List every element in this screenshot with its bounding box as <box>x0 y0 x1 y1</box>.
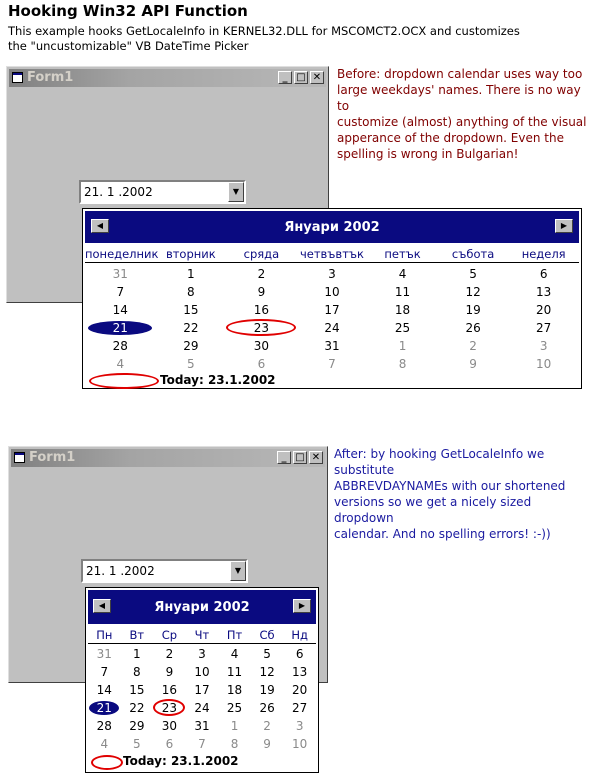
calendar-week-row <box>85 337 579 355</box>
calendar-day-number: 4 <box>116 357 125 371</box>
calendar-day-cell[interactable] <box>88 735 121 753</box>
calendar-day-cell[interactable] <box>251 663 284 681</box>
calendar-day-cell[interactable] <box>283 645 316 663</box>
weekday-label: понеделник <box>85 247 159 261</box>
calendar-day-cell[interactable] <box>297 355 368 373</box>
calendar-day-cell[interactable] <box>508 283 579 301</box>
calendar-day-number: 6 <box>257 357 266 371</box>
before-note-line: large weekdays' names. There is no way to <box>337 83 581 113</box>
calendar-day-number: 6 <box>539 267 548 281</box>
calendar-day-number: 24 <box>194 701 210 715</box>
calendar-day-number: 15 <box>183 303 199 317</box>
weekday-label: Нд <box>291 628 308 642</box>
calendar-day-number: 14 <box>96 683 112 697</box>
calendar-day-number: 23 <box>161 701 178 715</box>
after-date-picker[interactable] <box>81 559 248 583</box>
calendar-week-row <box>88 681 316 699</box>
before-day-grid <box>85 265 579 373</box>
calendar-day-number: 7 <box>198 737 206 751</box>
calendar-week-row <box>88 645 316 663</box>
calendar-day-cell[interactable] <box>251 717 284 735</box>
calendar-day-cell[interactable] <box>88 717 121 735</box>
calendar-day-cell[interactable] <box>226 355 297 373</box>
calendar-day-cell[interactable] <box>251 735 284 753</box>
calendar-day-number: 25 <box>226 701 243 715</box>
calendar-day-cell[interactable] <box>508 301 579 319</box>
after-note-line: ABBREVDAYNAMEs with our shortened <box>334 479 566 493</box>
before-note-line: apperance of the dropdown. Even the <box>337 131 564 145</box>
calendar-week-row <box>88 717 316 735</box>
arrow-left-icon: ◀ <box>96 221 104 230</box>
calendar-day-cell[interactable] <box>226 283 297 301</box>
calendar-day-cell[interactable] <box>153 699 186 717</box>
calendar-day-number: 4 <box>230 647 239 661</box>
calendar-day-cell[interactable] <box>85 283 156 301</box>
arrow-left-icon: ◀ <box>98 601 106 610</box>
calendar-day-number: 3 <box>198 647 206 661</box>
calendar-day-number: 9 <box>165 665 174 679</box>
calendar-day-number: 3 <box>328 267 336 281</box>
calendar-day-number: 12 <box>259 665 275 679</box>
calendar-day-number: 21 <box>88 321 152 335</box>
after-today-marker-icon <box>91 755 123 770</box>
next-month-button[interactable] <box>293 599 311 613</box>
before-month-header <box>85 211 579 243</box>
calendar-day-cell[interactable] <box>121 681 154 699</box>
calendar-day-number: 1 <box>187 267 195 281</box>
calendar-day-number: 29 <box>183 339 199 353</box>
calendar-day-number: 3 <box>295 719 304 733</box>
calendar-day-number: 2 <box>257 267 266 281</box>
intro-text <box>8 24 548 54</box>
calendar-day-cell[interactable] <box>153 645 186 663</box>
after-note-line: After: by hooking GetLocaleInfo we substitute <box>334 447 545 477</box>
after-month-header <box>88 590 316 624</box>
calendar-day-cell[interactable] <box>438 355 509 373</box>
calendar-day-cell[interactable] <box>438 265 509 283</box>
close-button[interactable]: ✕ <box>309 451 323 464</box>
weekday-label: вторник <box>165 247 216 261</box>
calendar-day-number: 5 <box>187 357 195 371</box>
today-circle-icon <box>226 319 296 336</box>
after-day-grid <box>88 645 316 753</box>
weekday-label: Ср <box>161 628 178 642</box>
calendar-day-cell[interactable] <box>297 301 368 319</box>
calendar-day-number: 31 <box>194 719 210 733</box>
calendar-day-cell[interactable] <box>88 699 121 717</box>
calendar-day-number: 31 <box>112 267 128 281</box>
calendar-day-number: 10 <box>536 357 552 371</box>
calendar-day-number: 8 <box>230 737 239 751</box>
intro-line-1: This example hooks GetLocaleInfo in KERNEL32.DLL for MSCOMCT2.OCX and customizes <box>8 24 520 38</box>
calendar-day-cell[interactable] <box>226 337 297 355</box>
calendar-day-number: 13 <box>536 285 552 299</box>
calendar-day-cell[interactable] <box>283 681 316 699</box>
weekday-label: сряда <box>243 247 280 261</box>
before-dropdown-button[interactable] <box>228 182 244 202</box>
calendar-day-number: 2 <box>469 339 477 353</box>
calendar-day-number: 9 <box>469 357 477 371</box>
calendar-day-cell[interactable] <box>186 717 219 735</box>
after-note-line: versions so we get a nicely sized dropdown <box>334 495 532 525</box>
calendar-day-cell[interactable] <box>218 645 251 663</box>
calendar-day-cell[interactable] <box>156 355 227 373</box>
calendar-day-number: 18 <box>394 303 411 317</box>
calendar-day-cell[interactable] <box>438 319 509 337</box>
before-window-title: Form1 <box>27 70 74 85</box>
calendar-day-cell[interactable] <box>88 645 121 663</box>
maximize-button[interactable]: □ <box>293 451 307 464</box>
calendar-day-number: 22 <box>129 701 145 715</box>
calendar-day-number: 19 <box>259 683 275 697</box>
calendar-day-cell[interactable] <box>85 355 156 373</box>
calendar-day-number: 5 <box>263 647 271 661</box>
calendar-day-number: 9 <box>263 737 271 751</box>
before-today-label[interactable]: Today: 23.1.2002 <box>160 373 276 387</box>
calendar-day-cell[interactable] <box>438 301 509 319</box>
calendar-week-row <box>85 355 579 373</box>
calendar-day-cell[interactable] <box>218 735 251 753</box>
calendar-day-number: 5 <box>133 737 141 751</box>
calendar-day-cell[interactable] <box>251 699 284 717</box>
calendar-day-cell[interactable] <box>121 735 154 753</box>
weekday-label: петък <box>384 247 421 261</box>
prev-month-button[interactable] <box>93 599 111 613</box>
calendar-day-number: 17 <box>324 303 340 317</box>
calendar-day-number: 16 <box>253 303 270 317</box>
after-date-value: 21. 1 .2002 <box>86 564 155 578</box>
calendar-day-cell[interactable] <box>508 265 579 283</box>
calendar-day-cell[interactable] <box>367 337 438 355</box>
calendar-day-cell[interactable] <box>283 663 316 681</box>
calendar-day-number: 24 <box>324 321 340 335</box>
calendar-day-cell[interactable] <box>156 265 227 283</box>
calendar-day-number: 4 <box>100 737 109 751</box>
calendar-day-cell[interactable] <box>367 265 438 283</box>
weekday-label: неделя <box>521 247 566 261</box>
calendar-day-number: 1 <box>133 647 141 661</box>
calendar-day-cell[interactable] <box>218 681 251 699</box>
calendar-day-cell[interactable] <box>508 337 579 355</box>
next-month-button[interactable] <box>555 219 573 233</box>
calendar-day-cell[interactable] <box>251 681 284 699</box>
after-calendar <box>85 587 319 773</box>
page-title: Hooking Win32 API Function <box>8 2 248 20</box>
calendar-day-number: 4 <box>398 267 407 281</box>
calendar-week-row <box>85 319 579 337</box>
calendar-day-cell[interactable] <box>121 663 154 681</box>
after-weekday-row <box>88 628 316 644</box>
before-month-title: Януари 2002 <box>284 220 380 235</box>
after-title-bar[interactable] <box>11 449 325 467</box>
calendar-day-number: 1 <box>398 339 407 353</box>
calendar-day-number: 5 <box>469 267 477 281</box>
calendar-week-row <box>88 663 316 681</box>
calendar-day-cell[interactable] <box>251 645 284 663</box>
weekday-label: Сб <box>259 628 275 642</box>
calendar-day-number: 29 <box>129 719 145 733</box>
calendar-day-cell[interactable] <box>153 717 186 735</box>
close-button[interactable]: ✕ <box>310 71 324 84</box>
calendar-day-cell[interactable] <box>85 337 156 355</box>
calendar-day-cell[interactable] <box>153 663 186 681</box>
calendar-day-number: 6 <box>165 737 174 751</box>
calendar-day-cell[interactable] <box>218 663 251 681</box>
calendar-day-number: 28 <box>112 339 128 353</box>
calendar-day-cell[interactable] <box>367 301 438 319</box>
calendar-day-number: 20 <box>536 303 552 317</box>
calendar-day-number: 3 <box>539 339 548 353</box>
calendar-day-cell[interactable] <box>508 355 579 373</box>
calendar-day-number: 12 <box>465 285 481 299</box>
after-window-title: Form1 <box>29 450 76 465</box>
calendar-day-cell[interactable] <box>186 735 219 753</box>
weekday-label: събота <box>451 247 495 261</box>
calendar-day-cell[interactable] <box>226 301 297 319</box>
calendar-day-number: 31 <box>96 647 112 661</box>
arrow-right-icon: ▶ <box>560 221 568 230</box>
before-note <box>337 66 587 162</box>
arrow-right-icon: ▶ <box>298 601 306 610</box>
calendar-day-cell[interactable] <box>218 717 251 735</box>
window-app-icon <box>12 72 23 83</box>
calendar-day-cell[interactable] <box>153 735 186 753</box>
calendar-day-cell[interactable] <box>226 265 297 283</box>
calendar-week-row <box>85 265 579 283</box>
calendar-day-number: 26 <box>259 701 275 715</box>
calendar-day-cell[interactable] <box>186 663 219 681</box>
weekday-label: Пт <box>226 628 243 642</box>
calendar-day-number: 8 <box>398 357 407 371</box>
before-date-picker[interactable] <box>79 180 246 204</box>
calendar-day-number: 30 <box>253 339 270 353</box>
before-note-line: customize (almost) anything of the visual <box>337 115 587 129</box>
after-dropdown-button[interactable] <box>230 561 246 581</box>
calendar-day-cell[interactable] <box>297 283 368 301</box>
calendar-day-cell[interactable] <box>218 699 251 717</box>
calendar-day-number: 1 <box>230 719 239 733</box>
calendar-day-cell[interactable] <box>153 681 186 699</box>
calendar-day-cell[interactable] <box>156 337 227 355</box>
calendar-day-number: 11 <box>394 285 411 299</box>
calendar-day-number: 9 <box>257 285 266 299</box>
before-weekday-row <box>85 247 579 263</box>
before-note-line: Before: dropdown calendar uses way too <box>337 67 583 81</box>
calendar-day-number: 31 <box>324 339 340 353</box>
minimize-button[interactable]: _ <box>277 451 291 464</box>
calendar-day-cell[interactable] <box>297 337 368 355</box>
calendar-day-number: 28 <box>96 719 112 733</box>
calendar-day-cell[interactable] <box>88 681 121 699</box>
calendar-day-cell[interactable] <box>85 301 156 319</box>
calendar-day-cell[interactable] <box>156 283 227 301</box>
calendar-day-cell[interactable] <box>186 681 219 699</box>
calendar-day-cell[interactable] <box>121 717 154 735</box>
before-calendar <box>82 208 582 389</box>
calendar-week-row <box>88 699 316 717</box>
calendar-day-cell[interactable] <box>283 735 316 753</box>
chevron-down-icon: ▼ <box>234 566 242 575</box>
intro-line-2: the "uncustomizable" VB DateTime Picker <box>8 39 249 53</box>
after-note <box>334 446 592 542</box>
calendar-day-number: 6 <box>295 647 304 661</box>
calendar-week-row <box>85 283 579 301</box>
calendar-day-cell[interactable] <box>156 301 227 319</box>
before-date-value: 21. 1 .2002 <box>84 185 153 199</box>
calendar-day-number: 11 <box>226 665 243 679</box>
maximize-button[interactable]: □ <box>294 71 308 84</box>
calendar-day-cell[interactable] <box>121 645 154 663</box>
calendar-day-cell[interactable] <box>367 283 438 301</box>
weekday-label: Пн <box>96 628 113 642</box>
after-today-label[interactable]: Today: 23.1.2002 <box>123 754 239 768</box>
weekday-label: четвъвтък <box>299 247 364 261</box>
calendar-day-number: 18 <box>226 683 243 697</box>
calendar-week-row <box>88 735 316 753</box>
after-note-line: calendar. And no spelling errors! :-)) <box>334 527 551 541</box>
calendar-day-number: 13 <box>292 665 308 679</box>
calendar-day-cell[interactable] <box>186 645 219 663</box>
calendar-day-cell[interactable] <box>85 319 156 337</box>
calendar-day-cell[interactable] <box>283 717 316 735</box>
calendar-day-number: 23 <box>253 321 270 335</box>
calendar-day-number: 22 <box>183 321 199 335</box>
window-app-icon <box>14 452 25 463</box>
calendar-day-number: 15 <box>129 683 145 697</box>
calendar-day-number: 21 <box>89 701 119 715</box>
calendar-day-cell[interactable] <box>367 355 438 373</box>
calendar-day-number: 20 <box>292 683 308 697</box>
calendar-day-number: 2 <box>165 647 174 661</box>
before-title-bar[interactable] <box>9 69 326 87</box>
calendar-day-number: 14 <box>112 303 128 317</box>
calendar-day-number: 10 <box>324 285 340 299</box>
minimize-button[interactable]: _ <box>278 71 292 84</box>
calendar-day-number: 27 <box>292 701 308 715</box>
calendar-day-number: 2 <box>263 719 271 733</box>
calendar-day-number: 16 <box>161 683 178 697</box>
calendar-day-number: 10 <box>194 665 210 679</box>
calendar-day-number: 26 <box>465 321 481 335</box>
calendar-day-number: 7 <box>100 665 109 679</box>
calendar-day-number: 10 <box>292 737 308 751</box>
calendar-day-number: 7 <box>328 357 336 371</box>
calendar-day-number: 8 <box>133 665 141 679</box>
before-today-marker-icon <box>89 373 159 389</box>
calendar-day-cell[interactable] <box>367 319 438 337</box>
calendar-day-cell[interactable] <box>88 663 121 681</box>
calendar-day-number: 8 <box>187 285 195 299</box>
before-note-line: spelling is wrong in Bulgarian! <box>337 147 519 161</box>
calendar-week-row <box>85 301 579 319</box>
calendar-day-number: 7 <box>116 285 125 299</box>
calendar-day-cell[interactable] <box>438 283 509 301</box>
weekday-label: Вт <box>129 628 145 642</box>
calendar-day-cell[interactable] <box>226 319 297 337</box>
after-month-title: Януари 2002 <box>154 600 250 615</box>
calendar-day-cell[interactable] <box>186 699 219 717</box>
calendar-day-cell[interactable] <box>297 265 368 283</box>
calendar-day-cell[interactable] <box>283 699 316 717</box>
calendar-day-cell[interactable] <box>438 337 509 355</box>
calendar-day-number: 25 <box>394 321 411 335</box>
calendar-day-cell[interactable] <box>85 265 156 283</box>
calendar-day-cell[interactable] <box>508 319 579 337</box>
calendar-day-number: 19 <box>465 303 481 317</box>
chevron-down-icon: ▼ <box>232 187 240 196</box>
today-circle-icon <box>153 699 185 716</box>
prev-month-button[interactable] <box>91 219 109 233</box>
calendar-day-number: 17 <box>194 683 210 697</box>
calendar-day-number: 27 <box>536 321 552 335</box>
calendar-day-number: 30 <box>161 719 178 733</box>
calendar-day-cell[interactable] <box>121 699 154 717</box>
calendar-day-cell[interactable] <box>156 319 227 337</box>
calendar-day-cell[interactable] <box>297 319 368 337</box>
weekday-label: Чт <box>194 628 210 642</box>
